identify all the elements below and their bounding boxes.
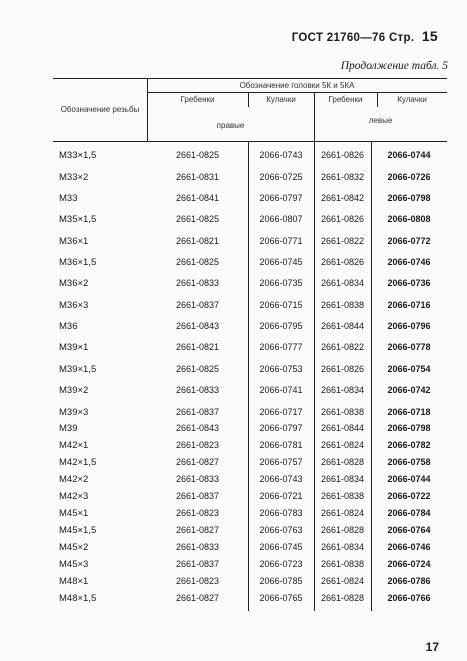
group-left-label: левые — [368, 116, 393, 125]
thread-designation: М39 — [59, 423, 78, 434]
thread-designation: М42×1 — [59, 440, 89, 451]
body-divider-2 — [314, 141, 315, 611]
table-cell-c2: 2066-0721 — [259, 491, 303, 501]
body-divider-3 — [371, 141, 372, 611]
table-cell-c4: 2066-0778 — [387, 342, 431, 352]
table-cell-c3: 2661-0838 — [320, 491, 365, 501]
header-split-rule — [147, 92, 447, 93]
table-cell-c2: 2066-0807 — [259, 214, 303, 224]
table-cell-c4: 2066-0746 — [387, 542, 431, 552]
page-number-top: 15 — [421, 28, 438, 44]
table-cell-c1: 2661-0827 — [175, 457, 220, 467]
table-cell-c1: 2661-0837 — [175, 559, 220, 569]
thread-designation: М33×2 — [59, 172, 89, 183]
head-column-header: Обозначение головки 5К и 5КА — [239, 81, 355, 90]
table-cell-c4: 2066-0716 — [387, 300, 431, 310]
thread-designation: М39×1,5 — [59, 364, 97, 375]
table-cell-c2: 2066-0763 — [259, 525, 303, 535]
table-cell-c3: 2661-0844 — [320, 423, 365, 433]
table-cell-c4: 2066-0758 — [387, 457, 431, 467]
table-cell-c1: 2661-0827 — [175, 593, 220, 603]
thread-column-header: Обозначение резьбы — [60, 105, 140, 114]
thread-designation: М35×1,5 — [59, 214, 97, 225]
table-cell-c3: 2661-0826 — [320, 214, 365, 224]
thread-designation: М45×1 — [59, 508, 89, 519]
thread-designation: М45×2 — [59, 542, 89, 553]
table-cell-c4: 2066-0724 — [387, 559, 431, 569]
sub-combs-right: Гребенки — [180, 95, 215, 104]
table-cell-c2: 2066-0797 — [259, 193, 303, 203]
page-label: Стр. — [388, 32, 415, 44]
table-cell-c4: 2066-0764 — [387, 525, 431, 535]
thread-designation: М45×1,5 — [59, 525, 97, 536]
thread-designation: М36×2 — [59, 278, 89, 289]
thread-designation: М36 — [59, 321, 78, 332]
table-cell-c3: 2661-0842 — [320, 193, 365, 203]
standard-number: ГОСТ 21760—76 — [291, 32, 386, 44]
thread-designation: М33×1,5 — [59, 150, 97, 161]
table-cell-c1: 2661-0825 — [175, 150, 220, 160]
table-cell-c2: 2066-0743 — [259, 150, 303, 160]
table-cell-c1: 2661-0825 — [175, 214, 220, 224]
table-cell-c4: 2066-0754 — [387, 364, 431, 374]
table-cell-c2: 2066-0781 — [259, 440, 303, 450]
table-cell-c3: 2661-0828 — [320, 593, 365, 603]
thread-designation: М33 — [59, 193, 78, 204]
thread-designation: М45×3 — [59, 559, 89, 570]
table-cell-c1: 2661-0843 — [175, 423, 220, 433]
thread-designation: М39×2 — [59, 385, 89, 396]
table-cell-c2: 2066-0785 — [259, 576, 303, 586]
table-cell-c3: 2661-0826 — [320, 257, 365, 267]
table-cell-c1: 2661-0825 — [175, 257, 220, 267]
table-cell-c1: 2661-0821 — [175, 342, 220, 352]
table-cell-c1: 2661-0843 — [175, 321, 220, 331]
table-cell-c4: 2066-0782 — [387, 440, 431, 450]
thread-designation: М42×2 — [59, 474, 89, 485]
table-cell-c1: 2661-0833 — [175, 385, 220, 395]
body-divider-1 — [248, 141, 249, 611]
table-cell-c2: 2066-0741 — [259, 385, 303, 395]
table-cell-c4: 2066-0736 — [387, 278, 431, 288]
table-cell-c3: 2661-0838 — [320, 300, 365, 310]
table-cell-c3: 2661-0838 — [320, 559, 365, 569]
thread-designation: М36×1,5 — [59, 257, 97, 268]
header-bottom-rule — [53, 141, 447, 142]
thread-designation: М42×1,5 — [59, 457, 97, 468]
table-cell-c4: 2066-0742 — [387, 385, 431, 395]
continuation-caption: Продолжение табл. 5 — [340, 60, 448, 72]
table-cell-c4: 2066-0766 — [387, 593, 431, 603]
table-cell-c3: 2661-0834 — [320, 278, 365, 288]
table-cell-c1: 2661-0823 — [175, 576, 220, 586]
table-cell-c3: 2661-0834 — [320, 385, 365, 395]
table-cell-c3: 2661-0822 — [320, 342, 365, 352]
table-cell-c4: 2066-0798 — [387, 193, 431, 203]
table-cell-c1: 2661-0837 — [175, 491, 220, 501]
thread-designation: М48×1 — [59, 576, 89, 587]
table-cell-c1: 2661-0823 — [175, 508, 220, 518]
table-cell-c4: 2066-0786 — [387, 576, 431, 586]
thread-designation: М42×3 — [59, 491, 89, 502]
thread-designation: М39×1 — [59, 342, 89, 353]
table-cell-c2: 2066-0725 — [259, 172, 303, 182]
page-number-bottom: 17 — [425, 640, 439, 654]
table-cell-c1: 2661-0827 — [175, 525, 220, 535]
table-cell-c2: 2066-0777 — [259, 342, 303, 352]
table-cell-c4: 2066-0772 — [387, 236, 431, 246]
table-cell-c4: 2066-0744 — [387, 474, 431, 484]
table-cell-c2: 2066-0717 — [259, 407, 303, 417]
thread-designation: М36×1 — [59, 236, 89, 247]
table-cell-c3: 2661-0828 — [320, 457, 365, 467]
table-cell-c1: 2661-0833 — [175, 542, 220, 552]
table-cell-c3: 2661-0826 — [320, 150, 365, 160]
table-cell-c2: 2066-0765 — [259, 593, 303, 603]
table-cell-c4: 2066-0722 — [387, 491, 431, 501]
sub-cams-right: Кулачки — [266, 95, 296, 104]
table-cell-c1: 2661-0821 — [175, 236, 220, 246]
table-cell-c3: 2661-0824 — [320, 440, 365, 450]
table-cell-c4: 2066-0798 — [387, 423, 431, 433]
table-cell-c3: 2661-0832 — [320, 172, 365, 182]
table-cell-c1: 2661-0833 — [175, 474, 220, 484]
table-cell-c1: 2661-0831 — [175, 172, 220, 182]
table-cell-c4: 2066-0744 — [387, 150, 431, 160]
table-cell-c3: 2661-0824 — [320, 508, 365, 518]
table-cell-c3: 2661-0838 — [320, 407, 365, 417]
table-cell-c4: 2066-0784 — [387, 508, 431, 518]
table-cell-c4: 2066-0808 — [387, 214, 431, 224]
table-cell-c4: 2066-0796 — [387, 321, 431, 331]
table-cell-c1: 2661-0825 — [175, 364, 220, 374]
table-top-rule — [53, 78, 447, 79]
table-cell-c2: 2066-0753 — [259, 364, 303, 374]
table-cell-c3: 2661-0834 — [320, 474, 365, 484]
table-cell-c3: 2661-0822 — [320, 236, 365, 246]
table-cell-c2: 2066-0735 — [259, 278, 303, 288]
table-cell-c2: 2066-0745 — [259, 257, 303, 267]
table-cell-c4: 2066-0726 — [387, 172, 431, 182]
table-cell-c3: 2661-0834 — [320, 542, 365, 552]
table-cell-c1: 2661-0823 — [175, 440, 220, 450]
thread-designation: М48×1,5 — [59, 593, 97, 604]
sub-cams-left: Кулачки — [397, 95, 427, 104]
table-cell-c1: 2661-0833 — [175, 278, 220, 288]
table-cell-c3: 2661-0844 — [320, 321, 365, 331]
table-cell-c4: 2066-0718 — [387, 407, 431, 417]
table-cell-c1: 2661-0841 — [175, 193, 220, 203]
table-cell-c1: 2661-0837 — [175, 300, 220, 310]
table-cell-c2: 2066-0795 — [259, 321, 303, 331]
table-cell-c3: 2661-0824 — [320, 576, 365, 586]
table-cell-c2: 2066-0797 — [259, 423, 303, 433]
table-cell-c4: 2066-0746 — [387, 257, 431, 267]
table-cell-c2: 2066-0715 — [259, 300, 303, 310]
page-header — [0, 28, 438, 44]
table-cell-c2: 2066-0743 — [259, 474, 303, 484]
table-cell-c3: 2661-0828 — [320, 525, 365, 535]
thread-designation: М39×3 — [59, 407, 89, 418]
sub-combs-left: Гребенки — [328, 95, 363, 104]
table-cell-c2: 2066-0757 — [259, 457, 303, 467]
table-cell-c2: 2066-0745 — [259, 542, 303, 552]
thread-designation: М36×3 — [59, 300, 89, 311]
table-cell-c1: 2661-0837 — [175, 407, 220, 417]
table-cell-c2: 2066-0783 — [259, 508, 303, 518]
group-right-label: правые — [216, 121, 245, 130]
table-cell-c2: 2066-0723 — [259, 559, 303, 569]
table-cell-c3: 2661-0826 — [320, 364, 365, 374]
table-cell-c2: 2066-0771 — [259, 236, 303, 246]
